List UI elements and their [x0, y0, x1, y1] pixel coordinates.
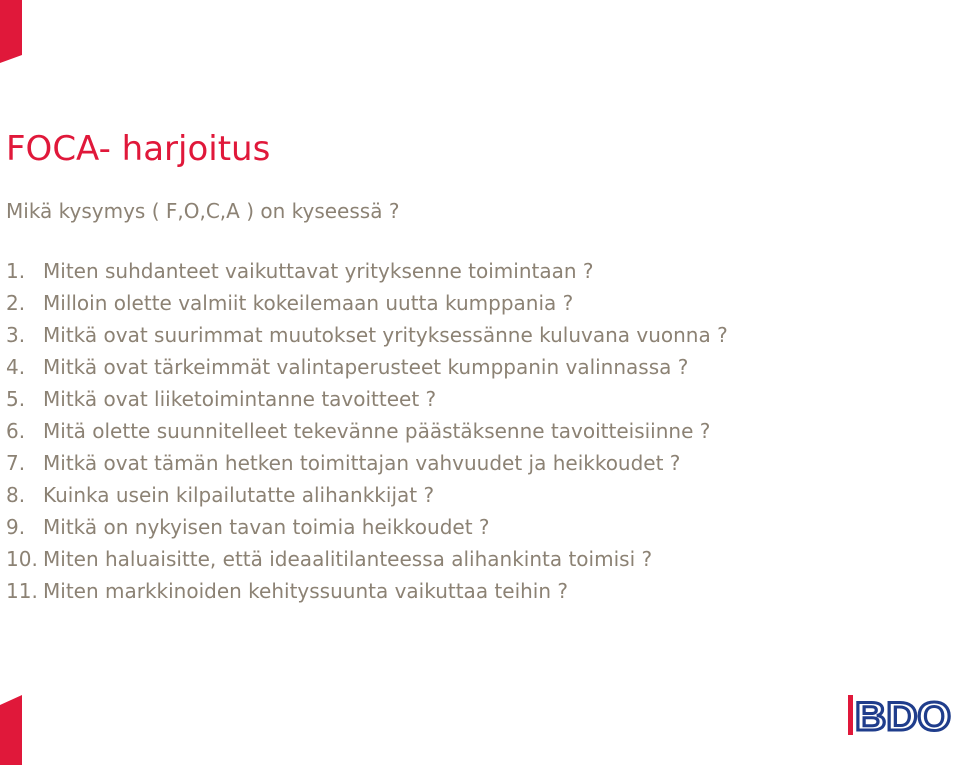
item-text: Mitkä ovat liiketoimintanne tavoitteet ? [43, 387, 437, 411]
item-text: Mitkä ovat tämän hetken toimittajan vahvuudet ja heikkoudet ? [43, 451, 681, 475]
item-number: 10. [6, 547, 38, 571]
item-text: Miten suhdanteet vaikuttavat yrityksenne toimintaan ? [43, 259, 594, 283]
list-item [6, 319, 728, 351]
item-number: 11. [6, 579, 38, 603]
page-title: FOCA- harjoitus [6, 129, 271, 169]
item-number: 8. [6, 483, 26, 507]
bdo-logo [844, 692, 956, 742]
item-text: Miten markkinoiden kehityssuunta vaikuttaa teihin ? [43, 579, 569, 603]
item-text: Miten haluaisitte, että ideaalitilanteessa alihankinta toimisi ? [43, 547, 653, 571]
list-item [6, 383, 728, 415]
item-number: 9. [6, 515, 26, 539]
list-item [6, 479, 728, 511]
list-item [6, 575, 728, 607]
list-item [6, 447, 728, 479]
item-number: 4. [6, 355, 26, 379]
item-text: Milloin olette valmiit kokeilemaan uutta kumppania ? [43, 291, 574, 315]
red-accent-bar-top [0, 0, 22, 63]
item-text: Mitkä ovat tärkeimmät valintaperusteet kumppanin valinnassa ? [43, 355, 689, 379]
item-number: 1. [6, 259, 26, 283]
item-number: 3. [6, 323, 26, 347]
list-item [6, 415, 728, 447]
list-item [6, 287, 728, 319]
item-number: 6. [6, 419, 26, 443]
list-item [6, 543, 728, 575]
item-text: Mitä olette suunnitelleet tekevänne päästäksenne tavoitteisiinne ? [43, 419, 711, 443]
item-number: 2. [6, 291, 26, 315]
subtitle: Mikä kysymys ( F,O,C,A ) on kyseessä ? [6, 199, 400, 223]
item-text: Mitkä on nykyisen tavan toimia heikkoudet ? [43, 515, 490, 539]
item-number: 7. [6, 451, 26, 475]
question-list [6, 255, 728, 607]
list-item [6, 255, 728, 287]
item-text: Kuinka usein kilpailutatte alihankkijat ? [43, 483, 435, 507]
list-item [6, 511, 728, 543]
red-accent-bar-bottom [0, 695, 22, 765]
list-item [6, 351, 728, 383]
item-number: 5. [6, 387, 26, 411]
bdo-logo-text: BDO [855, 695, 951, 739]
item-text: Mitkä ovat suurimmat muutokset yrityksessänne kuluvana vuonna ? [43, 323, 728, 347]
